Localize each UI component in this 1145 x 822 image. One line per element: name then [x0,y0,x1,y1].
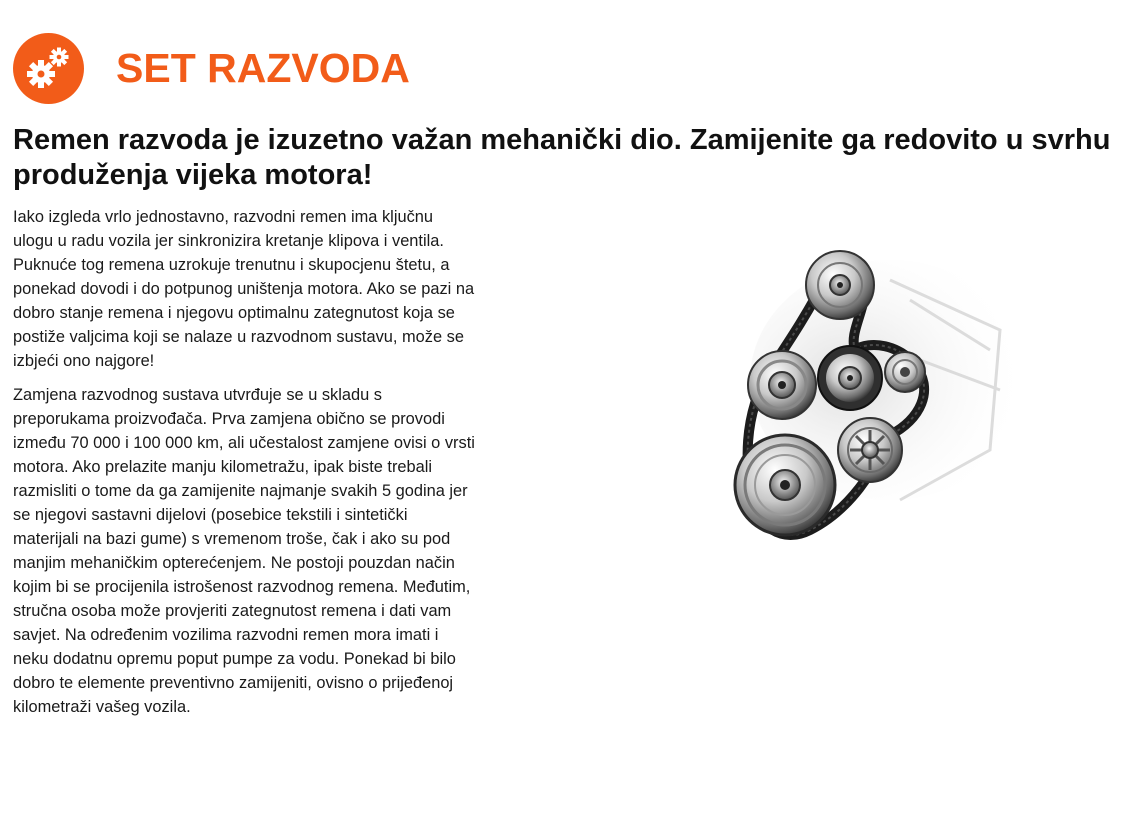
gears-icon-svg [24,43,74,93]
article-headline: Remen razvoda je izuzetno važan mehanički dio. Zamijenite ga redovito u svrhu produženja vijeka motora! [13,124,1111,191]
article-body [13,205,475,729]
engine-belt-illustration [700,240,1020,560]
paragraph: Zamjena razvodnog sustava utvrđuje se u skladu s preporukama proizvođača. Prva zamjena obično se provodi između 70 000 i 100 000 km, ali učestalost zamjene ovisi o vrsti motora. Ako prelazite manju kilometražu, ipak biste trebali razmisliti o tome da ga zamijenite najmanje svakih 5 godina jer se njegovi sastavni dijelovi (posebice tekstili i sintetički materijali na bazi gume) s vremenom troše, čak i ako su pod manjim mehaničkim opterećenjem. Ne postoji pouzdan način kojim bi se procijenila istrošenost razvodnog remena. Međutim, stručna osoba može provjeriti zategnutost remena i dati vam savjet. Na određenim vozilima razvodni remen mora imati i neku dodatnu opremu poput pumpe za vodu. Ponekad bi bilo dobro te elemente preventivno zamijeniti, ovisno o prijeđenoj kilometraži vašeg vozila. [13,386,475,716]
page-title: SET RAZVODA [116,44,410,91]
page-header [13,32,410,104]
paragraph: Iako izgleda vrlo jednostavno, razvodni remen ima ključnu ulogu u radu vozila jer sinkronizira kretanje klipova i ventila. Puknuće tog remena uzrokuje trenutnu i skupocjenu štetu, a ponekad dovodi i do potpunog uništenja motora. Ako se pazi na dobro stanje remena i njegovu optimalnu zategnutost koja se postiže valjcima koji se nalaze u razvodnom sustavu, može se izbjeći ono najgore! [13,208,475,370]
gears-icon [13,33,84,104]
engine-belt-svg [700,240,1020,560]
